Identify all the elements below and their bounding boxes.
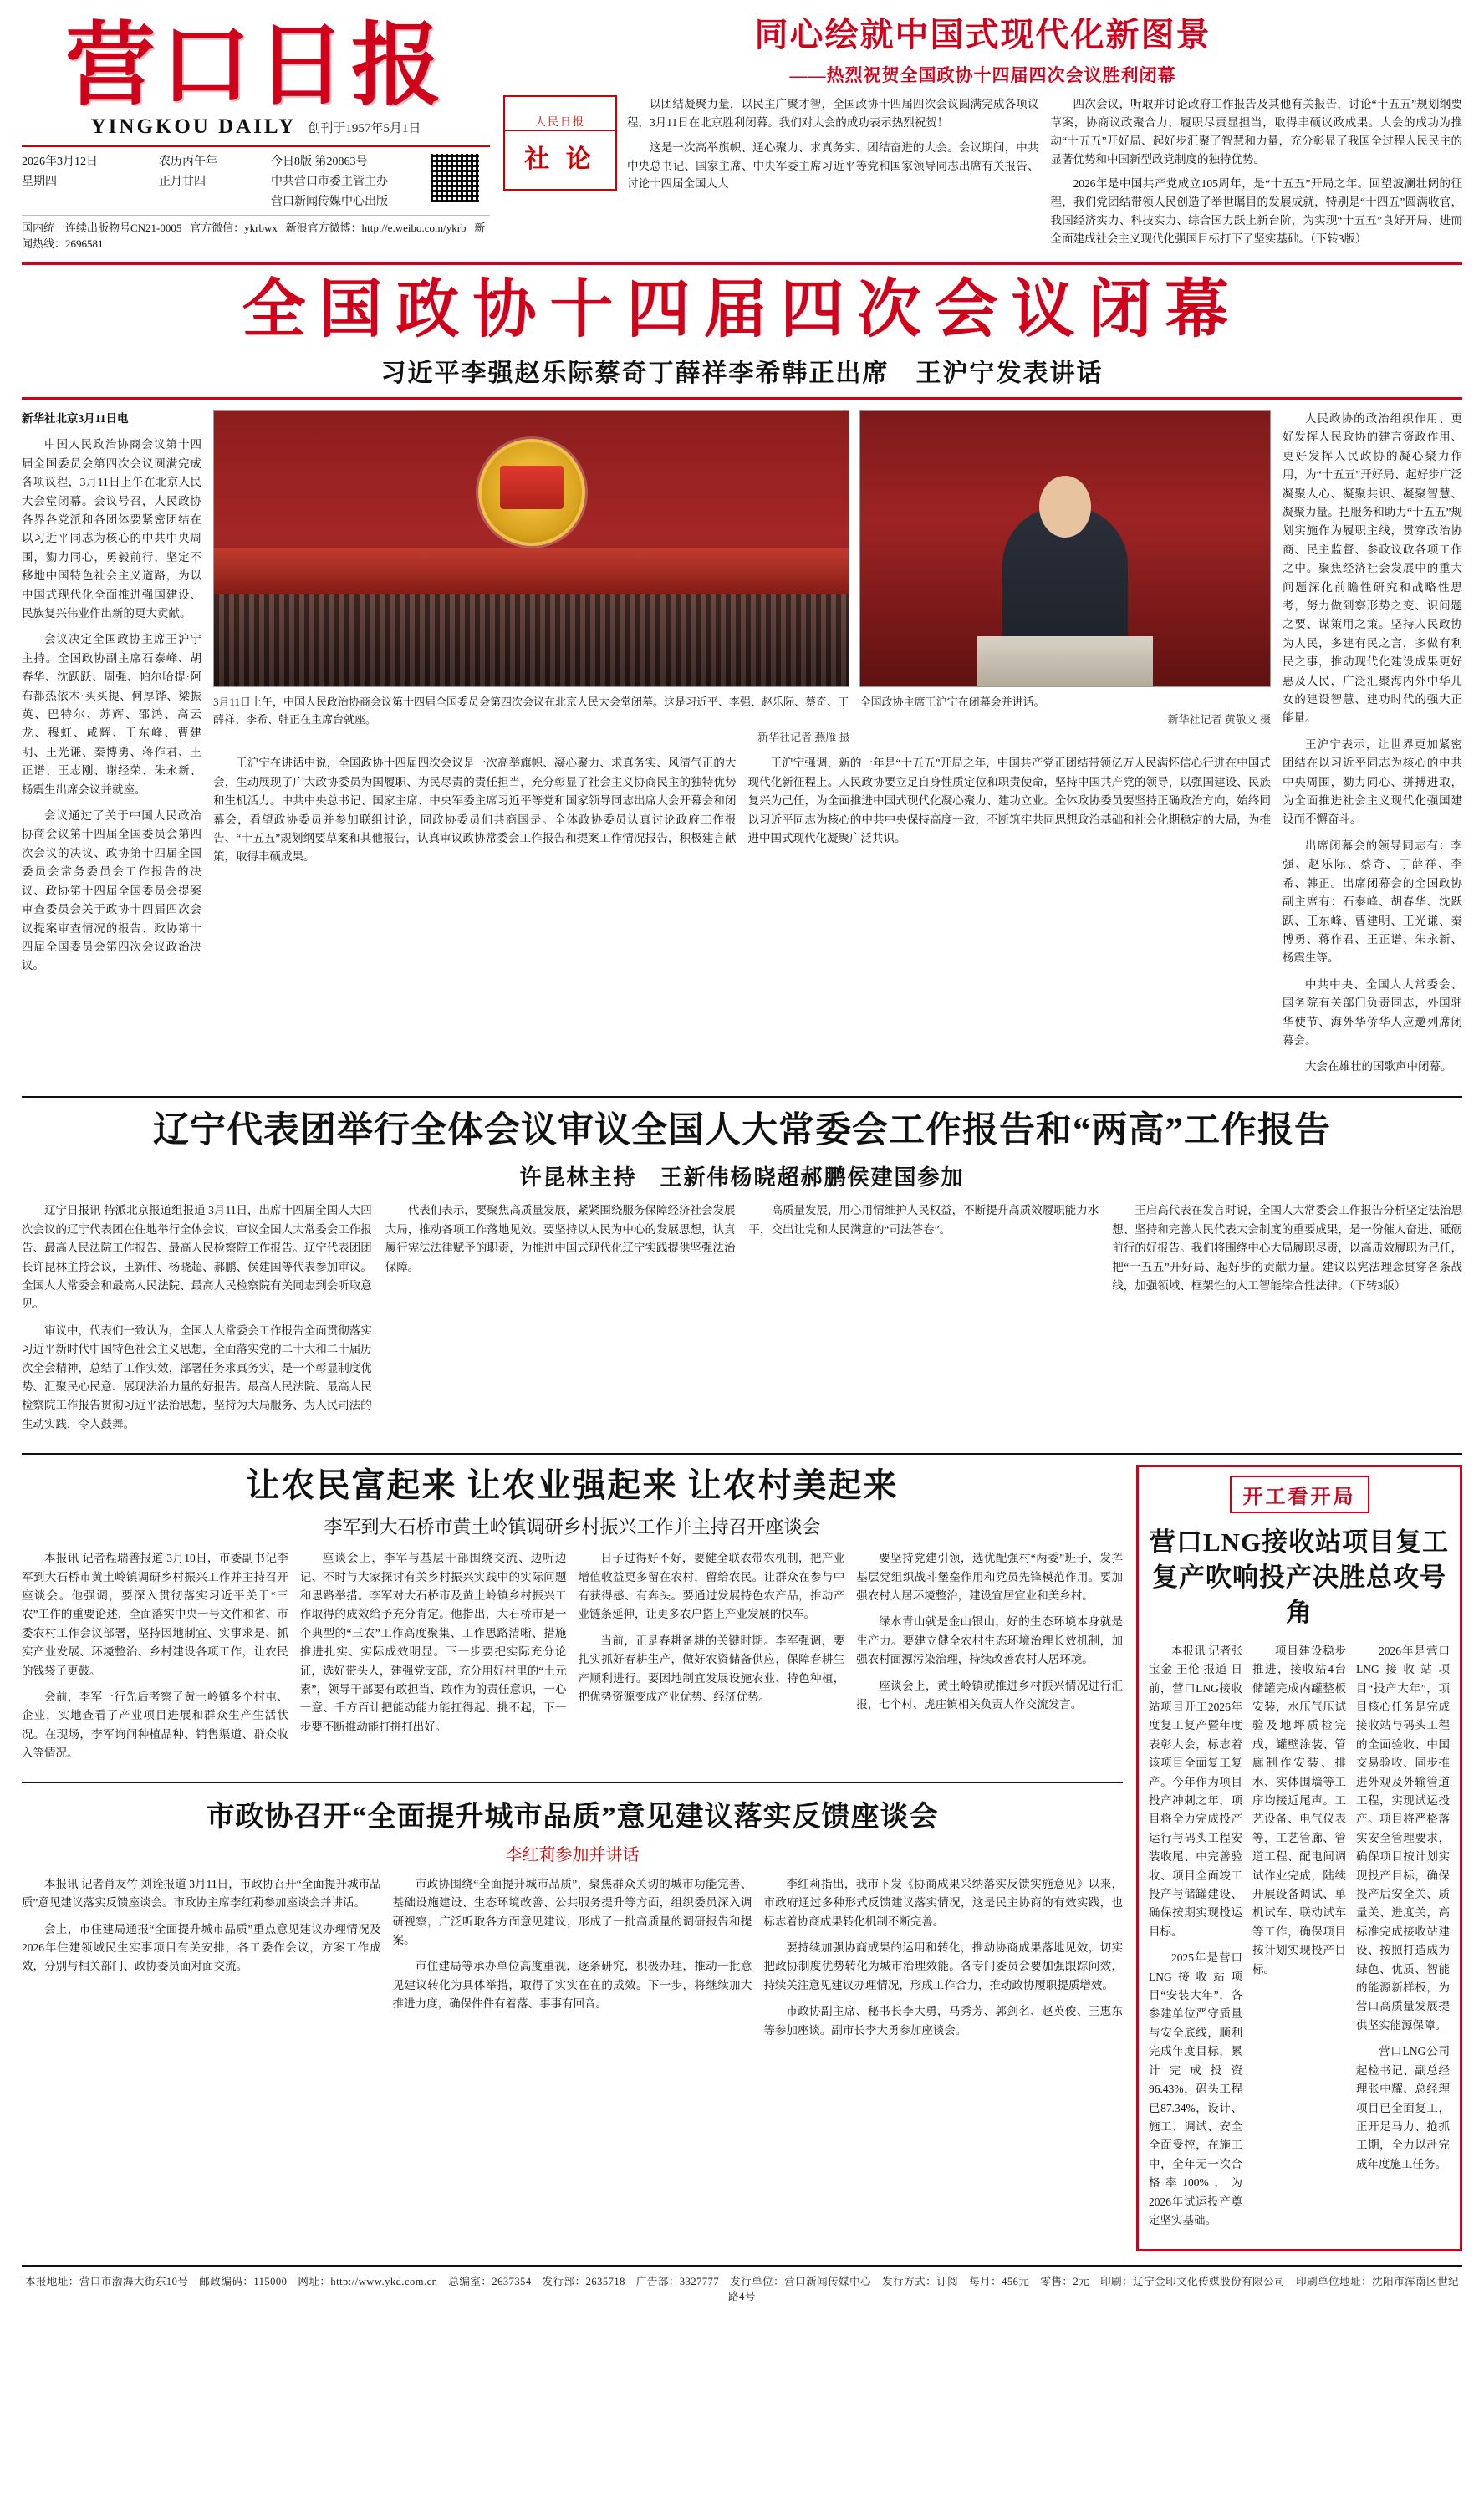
featured-box-columns: [1149, 1642, 1450, 2238]
featured-box-tag: 开工看开局: [1230, 1476, 1369, 1513]
paragraph: 本报讯 记者张宝金 王伦 报道 日前，营口LNG接收站项目开工2026年度复工复产暨年度表彰大会，标志着该项目全面复工复产。今年作为项目投产冲刺之年，项目将全力完成投产运行与码头工程安装收尾、中完善验收、项目全面竣工投产与储罐建设、确保按期实现投运目标。: [1149, 1644, 1242, 1938]
editorial-badge: [503, 95, 617, 191]
story4-col-2: [393, 1875, 752, 2047]
paragraph: 日子过得好不好，要健全联农带农机制，把产业增值收益更多留在农村，留给农民。让群众在参与中有获得感、有奔头。要通过发展特色农产品，推动产业链条延伸，让更多农户搭上产业发展的快车。: [578, 1552, 845, 1621]
paragraph: 中国人民政治协商会议第十四届全国委员会第四次会议圆满完成各项议程，3月11日上午在北京人民大会堂闭幕。会议号召，人民政协各界各党派和各团体要紧密团结在以习近平同志为核心的中共中央周围，勠力同心，勇毅前行，坚定不移地中国特色社会主义道路，为以中国式现代化全面推进强国建设、民族复兴伟业作出新的更大贡献。: [22, 438, 201, 620]
paragraph: 2025年是营口LNG接收站项目“安装大年”，各参建单位严守质量与安全底线，顺利完成年度目标，累计完成投资96.43%，码头工程已87.34%，设计、施工、调试、安全全面受控，在施工中，全年无一次合格率100%，为2026年试运投产奠定坚实基础。: [1149, 1951, 1242, 2226]
main-banner: [22, 262, 1462, 400]
featured-box-col-2: [1252, 1642, 1346, 2238]
story3-col-1: [22, 1549, 288, 1770]
speaker-head: [1039, 476, 1091, 538]
podium: [977, 636, 1153, 686]
lead-left-column: [22, 410, 201, 1084]
paragraph: 2026年是营口LNG接收站项目“投产大年”，项目核心任务是完成接收站与码头工程的全面验收、中国交易验收、同步推进外观及外输管道工程，实现试运投产。项目将严格落实安全管理要求，确保项目按计划实现投产目标，确保投产后安全关、质量关、进度关，高标准完成接收站建设、按照打造成为绿色、优质、智能的能源新样板，为营口高质量发展提供坚实能源保障。: [1356, 1644, 1450, 2032]
story3-col-4: [856, 1549, 1123, 1770]
paragraph: 本报讯 记者程瑞善报道 3月10日，市委副书记李军到大石桥市黄土岭镇调研乡村振兴工作并主持召开座谈会。他强调，要深入贯彻落实习近平关于“三农”工作的重要论述，全面落实中央一号文件和省、市委农村工作会议部署，坚持因地制宜、实事求是、抓实产业发展、环境整治、乡村建设各项工作，让农民的钱袋子更鼓。: [22, 1552, 288, 1677]
story3-col-3: [579, 1549, 845, 1770]
masthead: [22, 15, 1462, 255]
paragraph: 营口LNG公司起检书记、副总经理张中耀、总经理项目已全面复工，正开足马力、抢抓工期，全力以赴完成年度施工任务。: [1356, 2045, 1450, 2170]
wang-huning-speech-photo: [859, 410, 1271, 687]
lead-right-column: [1283, 410, 1462, 1084]
featured-box-col-1: [1149, 1642, 1242, 2238]
masthead-subline: [22, 115, 490, 139]
paragraph: 要持续加强协商成果的运用和转化，推动协商成果落地见效，切实把政协制度优势转化为城市治理效能。各专门委员会要加强跟踪问效，持续关注意见建议办理情况，形成工作合力，推动政协履职提质增效。: [763, 1940, 1124, 1991]
banner-headline: 全国政协十四届四次会议闭幕: [242, 271, 1242, 346]
paragraph: 当前，正是春耕备耕的关键时期。李军强调，要扎实抓好春耕生产，做好农资储备供应，保障春耕生产顺利进行。要因地制宜发展设施农业、特色种植，把优势资源变成产业优势、经济优势。: [578, 1634, 845, 1704]
paragraph: 李红莉指出，我市下发《协商成果采纳落实反馈实施意见》以来，市政府通过多种形式反馈建议落实情况，这是民主协商的有效实践，也标志着协商成果转化机制不断完善。: [763, 1877, 1124, 1928]
paragraph: 四次会议，听取并讨论政府工作报告及其他有关报告，讨论“十五五”规划纲要草案，协商议政聚合力，履职尽责显担当，取得丰硕议政成果。大会的成功为推动“十五五”开好局、起好步汇聚了智慧和力量，充分彰显了我国全过程人民民主的显著优势和中国新型政党制度的独特优势。: [1050, 98, 1462, 166]
paragraph: 这是一次高举旗帜、通心聚力、求真务实、团结奋进的大会。会议期间，中共中央总书记、国家主席、中央军委主席习近平等党和国家领导同志出席有关报告、讨论十四届全国人大: [627, 140, 1039, 191]
lead-center: [213, 410, 1271, 1084]
featured-box-col-3: [1356, 1642, 1450, 2238]
top-story-subhead: ——热烈祝贺全国政协十四届四次会议胜利闭幕: [789, 65, 1176, 85]
section2-subhead: 许昆林主持 王新伟杨晓超郝鹏侯建国参加: [519, 1165, 965, 1191]
paragraph: 王沪宁强调，新的一年是“十五五”开局之年，中国共产党正团结带领亿万人民满怀信心行进在中国式现代化新征程上。人民政协要立足自身性质定位和职责使命，坚持中国共产党的领导，以强国建设、民族复兴为己任，为全面推进中国式现代化凝心聚力、建功立业。全体政协委员要坚持正确政治方向，始终同以习近平同志为核心的中共中央保持高度一致，不断筑牢共同思想政治基础和社会化期稳定的大局，为推进中国式现代化凝聚广泛共识。: [747, 757, 1271, 844]
stage-backdrop: [214, 548, 849, 599]
lead-text-columns: [213, 754, 1271, 874]
paragraph: 高质量发展，用心用情维护人民权益，不断提升高质效履职能力水平，交出让党和人民满意的“司法答卷”。: [748, 1204, 1099, 1236]
issue-number: 今日8版 第20863号: [271, 156, 368, 168]
caption-left: [213, 694, 850, 746]
paragraph: 辽宁日报讯 特派北京报道组报道 3月11日，出席十四届全国人大四次会议的辽宁代表团在住地举行全体会议，审议全国人大常委会工作报告、最高人民法院工作报告、最高人民检察院工作报告。辽宁代表团团长许昆林主持会议，王新伟、杨晓超、郝鹏、侯建国等代表参加审议。全国人大常委会和最高人民法院、最高人民检察院有关同志到会听取意见。: [22, 1204, 372, 1311]
masthead-meta: [22, 152, 490, 212]
caption-text: 全国政协主席王沪宁在闭幕会并讲话。: [859, 695, 1045, 708]
section2-headline: 辽宁代表团举行全体会议审议全国人大常委会工作报告和“两高”工作报告: [153, 1110, 1331, 1150]
paragraph: 本报讯 记者肖友竹 刘诠报道 3月11日，市政协召开“全面提升城市品质”意见建议落实反馈座谈会。市政协主席李红莉参加座谈会并讲话。: [22, 1877, 381, 1910]
caption-credit: 新华社记者 燕雁 摄: [757, 730, 850, 743]
paragraph: 会议决定全国政协主席王沪宁主持。全国政协副主席石泰峰、胡春华、沈跃跃、周强、帕尔哈提·阿布都热依木·买买提、何厚铧、梁振英、巴特尔、苏辉、邵鸿、高云龙、穆虹、咸辉、王东峰、曹建明、王光谦、秦博勇、蒋作君、王正谱、王志刚、谢经荣、朱永新、杨震生出席会议并就座。: [22, 633, 201, 796]
cn-number: 国内统一连续出版物号CN21-0005: [22, 222, 182, 235]
featured-box: [1136, 1465, 1462, 2251]
story3-headline: 让农民富起来 让农业强起来 让农村美起来: [246, 1466, 899, 1505]
lunar-year: 农历丙午年: [159, 156, 217, 168]
paragraph: 王启高代表在发言时说，全国人大常委会工作报告分析坚定法治思想、坚持和完善人民代表大会制度的重要成果，是一份催人奋进、砥砺前行的好报告。我们将围绕中心大局履职尽责，以高质效履职为己任，把“十五五”开好局、起好步的贡献力量。建议以宪法理念贯穿各条战线，加强领域、框架性的人工智能综合性法律。（下转3版）: [1112, 1204, 1462, 1292]
lower-right-column: [1136, 1465, 1462, 2251]
issue-date: 2026年3月12日: [22, 156, 98, 168]
paragraph: 王沪宁表示，让世界更加紧密团结在以习近平同志为核心的中共中央周围，勠力同心、拼搏进取，为全面推进社会主义现代化强国建设而不懈奋斗。: [1283, 737, 1462, 826]
top-story-col-1: [627, 95, 1039, 255]
paragraph: 绿水青山就是金山银山，好的生态环境本身就是生产力。要建立健全农村生态环境治理长效机制，加强农村面源污染治理，持续改善农村人居环境。: [856, 1615, 1123, 1666]
paragraph: 以团结凝聚力量，以民主广聚才智，全国政协十四届四次会议圆满完成各项议程，3月11日在北京胜利闭幕。我们对大会的成功表示热烈祝贺！: [627, 98, 1039, 129]
lunar-day: 正月廿四: [159, 175, 206, 188]
paragraph: 座谈会上，黄土岭镇就推进乡村振兴情况进行汇报，七个村、虎庄镇相关负责人作交流发言。: [856, 1679, 1123, 1711]
caption-text: 3月11日上午，中国人民政治协商会议第十四届全国委员会第四次会议在北京人民大会堂闭幕。这是习近平、李强、赵乐际、蔡奇、丁薛祥、李希、韩正在主席台就座。: [213, 695, 849, 726]
meta-lunar-block: [159, 152, 259, 192]
section2-col-3: [749, 1201, 1099, 1441]
paragraph: 要坚持党建引领，选优配强村“两委”班子，发挥基层党组织战斗堡垒作用和党员先锋模范作用。要加强农村人居环境整治，建设宜居宜业和美乡村。: [856, 1552, 1123, 1603]
photo-captions: [213, 694, 1271, 746]
publisher-line-2: 营口新闻传媒中心出版: [271, 195, 388, 208]
banner-subhead: 习近平李强赵乐际蔡奇丁薛祥李希韩正出席 王沪宁发表讲话: [380, 359, 1104, 387]
editorial-badge-label: 社 论: [524, 145, 596, 173]
paragraph: 人民政协的政治组织作用、更好发挥人民政协的建言资政作用、更好发挥人民政协的凝心聚力作用，为“十五五”开好局、起好步广泛凝聚人心、凝聚共识、凝聚智慧、凝聚力量。把服务和助力“十五五”规划实施作为履职主线，贯穿政治协商、民主监督、参政议政各项工作之中。聚焦经济社会发展中的重大问题深化前瞻性研究和战略性思考，努力做到察形势之变、识问题之要、谋策用之策。坚持人民政协为人民，多建有民之言，多做有利民之事，推动现代化建设成果更好惠及人民，广泛汇聚海内外中华儿女的建设智慧、建功时代的强大正能量。: [1283, 411, 1462, 725]
masthead-divider: [22, 145, 490, 147]
top-story-headline: 同心绘就中国式现代化新图景: [754, 16, 1211, 54]
lead-article: [22, 410, 1462, 1084]
qr-code-icon[interactable]: [429, 152, 481, 204]
paragraph: 市政协围绕“全面提升城市品质”，聚焦群众关切的城市功能完善、基础设施建设、生态环境改善、公共服务提升等方面，组织委员深入调研视察，广泛听取各方面意见建议，形成了一批高质量的调研报告和提案。: [392, 1877, 752, 1946]
paragraph: 市政协副主席、秘书长李大勇，马秀芳、郭剑名、赵英俊、王惠东等参加座谈。副市长李大勇参加座谈会。: [763, 2005, 1124, 2037]
story3-columns: [22, 1549, 1123, 1770]
editorial-badge-source: 人民日报: [505, 111, 615, 131]
paragraph: 中共中央、全国人大常委会、国务院有关部门负责同志，外国驻华使节、海外华侨华人应邀列席闭幕会。: [1283, 977, 1462, 1047]
story-divider: [22, 1782, 1123, 1783]
paragraph: 座谈会上，李军与基层干部围绕交流、边听边记、不时与大家探讨有关乡村振兴实践中的实际问题和思路举措。李军对大石桥市及黄土岭镇乡村振兴工作取得的成效给予充分肯定。他指出，大石桥市是一个典型的“三农”工作高度聚集、工作思路清晰、措施推进扎实、实际成效明显。下一步要把实际充分论证，选好带头人，建强党支部，充分用好村里的“土元素”，领导干部要有敢担当、敢作为的责任意识，一心一意、千方百计把能动能力能扛得起、挑不起，下一步要不断推动能打拼打出好。: [299, 1552, 567, 1733]
paragraph: 王沪宁在讲话中说，全国政协十四届四次会议是一次高举旗帜、凝心聚力、求真务实、风清气正的大会，生动展现了广大政协委员为国履职、为民尽责的责任担当，充分彰显了社会主义协商民主的独特优势和生机活力。中共中央总书记、国家主席、中央军委主席习近平等党和国家领导同志出席大会开幕会和闭幕会，看望政协委员并参加联组讨论，同政协委员们共商国是。全体政协委员认真讨论政府工作报告、“十五五”规划纲要草案和其他报告，认真审议政协常委会工作报告和提案工作情况报告，积极建言献策，取得丰硕成果。: [213, 757, 737, 864]
section2-col-1: [22, 1201, 372, 1441]
featured-box-banner: [1149, 1476, 1450, 1513]
top-story-col-2: [1051, 95, 1463, 255]
section2-col-2: [385, 1201, 736, 1441]
lead-col-2: [748, 754, 1272, 874]
page-footer: 本报地址：营口市渤海大街东10号 邮政编码：115000 网址：http://www.ykd.com.cn 总编室：2637354 发行部：2635718 广告部：3327777 发行单位：营口新闻传媒中心 发行方式：订阅 每月：456元 零售：2元 印刷：辽宁金印文化传媒股份有限公司 印刷单位地址：沈阳市浑南区世纪路4号: [22, 2265, 1462, 2317]
dateline: 新华社北京3月11日电: [22, 411, 129, 425]
story4-col-1: [22, 1875, 381, 2047]
featured-box-headline: 营口LNG接收站项目复工复产吹响投产决胜总攻号角: [1149, 1527, 1450, 1627]
top-story-columns: [627, 95, 1462, 255]
delegate-seating: [214, 594, 849, 686]
news-hotline: 新闻热线：2696581: [22, 222, 486, 251]
paragraph: 大会在雄壮的国歌声中闭幕。: [1305, 1060, 1452, 1073]
paragraph: 2026年是中国共产党成立105周年，是“十五五”开局之年。回望波澜壮阔的征程，我们党团结带领人民创造了举世瞩目的发展成就，特别是“十四五”圆满收官，我国经济实力、科技实力、综合国力跃上新台阶，为实现“十五五”良好开局、进而全面建成社会主义现代化强国目标打下了坚实基础。（下转3版）: [1050, 177, 1462, 246]
paragraph: 会议通过了关于中国人民政治协商会议第十四届全国委员会第四次会议的决议、政协第十四届全国委员会常务委员会工作报告的决议、政协第十四届全国委员会提案审查委员会关于政协十四届四次会议提案审查情况的报告、政协第十四届全国委员会第四次会议政治决议。: [22, 809, 201, 972]
issue-weekday: 星期四: [22, 175, 57, 188]
story4-headline: 市政协召开“全面提升城市品质”意见建议落实反馈座谈会: [206, 1801, 939, 1833]
newspaper-title-english: YINGKOU DAILY: [90, 115, 297, 138]
caption-credit: 新华社记者 黄敬文 摄: [1167, 712, 1271, 726]
lower-section: [22, 1453, 1462, 2251]
story4-subhead: 李红莉参加并讲话: [505, 1845, 640, 1864]
lead-col-1: [213, 754, 737, 874]
masthead-registration: [22, 215, 490, 251]
caption-right: [860, 694, 1271, 746]
paragraph: 代表们表示，要聚焦高质量发展，紧紧围绕服务保障经济社会发展大局，推动各项工作落地见效。要坚持以人民为中心的发展思想，认真履行宪法法律赋予的职责，为推进中国式现代化辽宁实践提供坚强法治保障。: [385, 1204, 736, 1273]
section-divider: [22, 1096, 1462, 1098]
paragraph: 审议中，代表们一致认为，全国人大常委会工作报告全面贯彻落实习近平新时代中国特色社会主义思想，全面落实党的二十大和二十届历次全会精神，总结了工作实效，部署任务求真务实，是一个彰显制度优势、汇聚民心民意、展现法治力量的好报告。最高人民法院、最高人民检察院工作报告贯彻习近平法治思想，坚持为大局服务、为人民司法的生动实践，令人鼓舞。: [22, 1323, 372, 1430]
closing-ceremony-photo: [213, 410, 849, 687]
paragraph: 项目建设稳步推进，接收站4台储罐完成内罐整板安装，水压气压试验及地坪质检完成，罐壁涂装、管廊制作安装、排水、实体围墙等工序均接近尾声。工艺设备、电气仪表等，工艺管廊、管道工程、配电间调试作业完成，陆续开展设备调试、单机试车、联动试车等工作，确保项目按计划实现投产目标。: [1252, 1644, 1346, 1976]
meta-date-block: [22, 152, 147, 192]
paragraph: 会上，市住建局通报“全面提升城市品质”重点意见建议办理情况及2026年住建领域民生实事项目有关安排，各工委作会议，方案工作成效，分别与相关部门、政协委员面对面交流。: [22, 1922, 381, 1973]
paragraph: 会前，李军一行先后考察了黄土岭镇多个村屯、企业，实地查看了产业项目进展和群众生产生活状况。在现场，李军询问种植品种、销售渠道、群众收入等情况。: [22, 1691, 288, 1760]
paragraph: 出席闭幕会的领导同志有：李强、赵乐际、蔡奇、丁薛祥、李希、韩正。出席闭幕会的全国政协副主席有：石泰峰、胡春华、沈跃跃、王东峰、曹建明、王光谦、秦博勇、蒋作君、王正谱、朱永新、杨震生等。: [1283, 839, 1462, 965]
story3-subhead: 李军到大石桥市黄土岭镇调研乡村振兴工作并主持召开座谈会: [324, 1517, 821, 1538]
newspaper-title: 营口日报: [64, 13, 446, 118]
section2-col-4: [1112, 1201, 1462, 1441]
cppcc-emblem-icon: [478, 439, 585, 546]
top-story: [498, 15, 1462, 255]
weibo-account: 新浪官方微博：http://e.weibo.com/ykrb: [285, 222, 467, 235]
lower-left-column: [22, 1465, 1123, 2251]
publisher-line-1: 中共营口市委主管主办: [271, 175, 388, 188]
story3-col-2: [300, 1549, 567, 1770]
paragraph: 市住建局等承办单位高度重视，逐条研究，积极办理，推动一批意见建议转化为具体举措，取得了实实在在的成效。下一步，将继续加大推进力度，确保件件有着落、事事有回音。: [392, 1960, 752, 2011]
wechat-account: 官方微信：ykrbwx: [190, 222, 278, 235]
section2-columns: [22, 1201, 1462, 1441]
masthead-left: [22, 15, 490, 251]
story4-columns: [22, 1875, 1123, 2047]
meta-issue-block: [271, 152, 417, 212]
photo-row: [213, 410, 1271, 687]
top-story-body: [503, 95, 1462, 255]
story4-col-3: [763, 1875, 1123, 2047]
founded-date: 创刊于1957年5月1日: [308, 121, 421, 135]
